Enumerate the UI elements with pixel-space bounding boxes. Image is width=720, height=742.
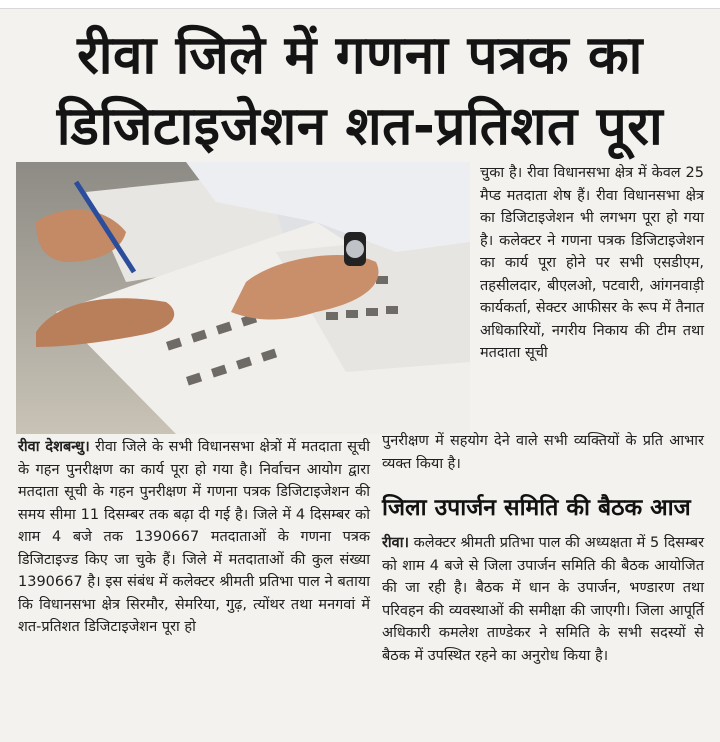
second-article-dateline: रीवा। [382, 535, 409, 551]
article-dateline: रीवा देशबन्धु। [18, 439, 90, 455]
second-article-text: कलेक्टर श्रीमती प्रतिभा पाल की अध्यक्षता में 5 दिसम्बर को शाम 4 बजे से जिला उपार्जन समिति की बैठक आयोजित की जा रही है। बैठक में धान के उपार्जन, भण्डारण तथा परिवहन की व्यवस्थाओं की समीक्षा की जाएगी। जिला आपूर्ति अधिकारी कमलेश ताण्डेकर ने समिति के सभी सदस्यों से बैठक में उपस्थित रहने का अनुरोध किया है। [382, 535, 704, 664]
article-right-column-continuation: पुनरीक्षण में सहयोग देने वाले सभी व्यक्तियों के प्रति आभार व्यक्त किया है। [382, 433, 704, 472]
second-article-body [382, 532, 704, 667]
headline-line-1: रीवा जिले में गणना पत्रक का [77, 25, 643, 86]
article-right-column-top: चुका है। रीवा विधानसभा क्षेत्र में केवल 25 मैप्ड मतदाता शेष हैं। रीवा विधानसभा क्षेत्र का डिजिटाइजेशन भी लगभग पूरा हो गया है। कलेक्टर ने गणना पत्रक डिजिटाइजेशन का कार्य पूरा होने पर सभी एसडीएम, तहसीलदार, बीएलओ, पटवारी, आंगनवाड़ी कार्यकर्ता, सेक्टर आफीसर के रूप में तैनात अधिकारियों, नगरीय निकाय की टीम तथा मतदाता सूची [480, 165, 704, 361]
headline-line-2: डिजिटाइजेशन शत-प्रतिशत पूरा [56, 96, 664, 157]
article-left-body: रीवा जिले के सभी विधानसभा क्षेत्रों में मतदाता सूची के गहन पुनरीक्षण का कार्य पूरा हो गया है। निर्वाचन आयोग द्वारा मतदाता सूची के गहन पुनरीक्षण में गणना पत्रक डिजिटाइजेशन की समय सीमा 11 दिसम्बर तक बढ़ा दी गई है। जिले में 4 दिसम्बर को शाम 4 बजे तक 1390667 मतदाताओं के गणना पत्रक डिजिटाइज्ड किए जा चुके हैं। जिले में मतदाताओं की कुल संख्या 1390667 है। इस संबंध में कलेक्टर श्रीमती प्रतिभा पाल ने बताया कि विधानसभा क्षेत्र सिरमौर, सेमरिया, गुढ़, त्योंथर तथा मनगवां में शत-प्रतिशत डिजिटाइजेशन पूरा हो [18, 439, 370, 635]
page-top-border [0, 0, 720, 9]
headline [10, 20, 710, 162]
news-photo [16, 162, 470, 434]
second-article-headline: जिला उपार्जन समिति की बैठक आज [382, 495, 691, 521]
article-left-column [18, 436, 370, 639]
photo-of-hands-marking-voter-list-icon [16, 162, 470, 434]
